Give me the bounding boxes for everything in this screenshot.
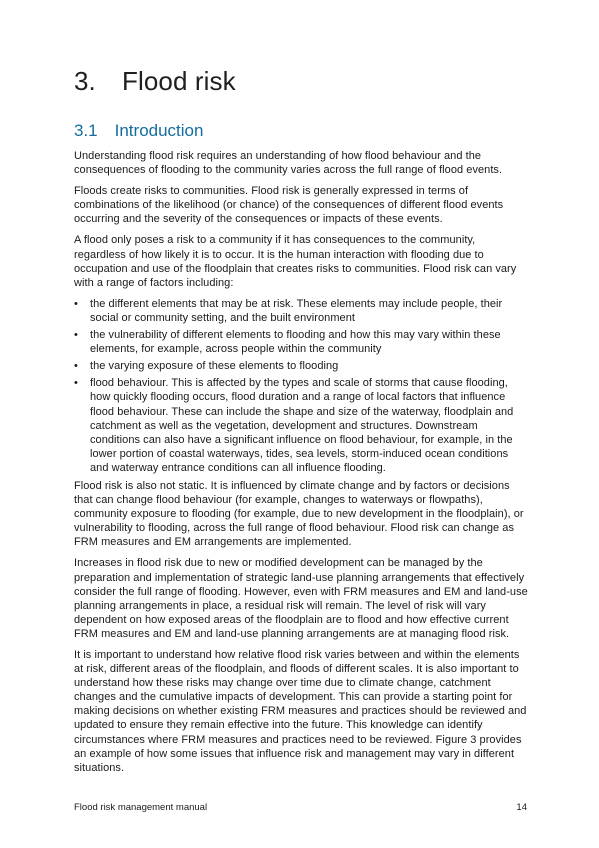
list-item-text: flood behaviour. This is affected by the types and scale of storms that cause flooding, how quickly flooding occurs, flood duration and a range of local factors that influence flood behaviour. These can include the shape and size of the waterway, floodplain and catchment as well as the vegetation, development and structures. Downstream conditions can also have a significant influence on flood behaviour, for example, in the lower portion of coastal waterways, tides, sea levels, storm-induced ocean conditions and waterway entrance conditions can all influence flooding. xyxy=(90,377,514,474)
footer-page-number: 14 xyxy=(516,802,527,813)
section-title: 3.1 Introduction xyxy=(74,121,204,140)
bullet-marker: • xyxy=(74,297,78,310)
list-item-text: the varying exposure of these elements to flooding xyxy=(90,360,339,373)
paragraph: Increases in flood risk due to new or modified development can be managed by the preparation and implementation of strategic land-use planning arrangements that effectively consider the full range of flooding. However, even with FRM measures and EM and land-use planning arrangements in place, a residual risk will remain. The level of risk will vary dependent on how exposed areas of the floodplain are to flood and how effective current FRM measures and EM and land-use planning arrangements are at managing flood risk. xyxy=(74,557,528,640)
page-content xyxy=(74,64,528,782)
chapter-title: 3. Flood risk xyxy=(74,66,236,96)
bullet-marker: • xyxy=(74,329,78,342)
list-item xyxy=(74,328,528,356)
list-item-text: the vulnerability of different elements to flooding and how this may vary within these elements, for example, across people within the community xyxy=(90,329,501,356)
factor-list xyxy=(74,297,528,475)
footer-document-title: Flood risk management manual xyxy=(74,802,208,813)
paragraph: Floods create risks to communities. Flood risk is generally expressed in terms of combinations of the likelihood (or chance) of the consequences of different flood events occurring and the severity of the consequences or impacts of these events. xyxy=(74,185,504,226)
list-item xyxy=(74,376,528,475)
list-item xyxy=(74,359,528,373)
list-item-text: the different elements that may be at risk. These elements may include people, their social or community setting, and the built environment xyxy=(90,297,503,324)
bullet-marker: • xyxy=(74,377,78,390)
paragraph: A flood only poses a risk to a community if it has consequences to the community, regardless of how likely it is to occur. It is the human interaction with flooding due to occupation and use of the floodplain that creates risks to communities. Flood risk can vary with a range of factors including: xyxy=(74,234,517,289)
paragraph: Flood risk is also not static. It is influenced by climate change and by factors or decisions that can change flood behaviour (for example, changes to waterways or flowpaths), community exposure to flooding (for example, due to new development in the floodplain), or vulnerability to flooding, across the full range of flood behaviour. Flood risk can change as FRM measures and EM arrangements are implemented. xyxy=(74,479,524,549)
paragraph: Understanding flood risk requires an understanding of how flood behaviour and the consequences of flooding to the community varies across the full range of flood events. xyxy=(74,150,503,177)
list-item xyxy=(74,297,528,325)
bullet-marker: • xyxy=(74,360,78,373)
paragraph: It is important to understand how relative flood risk varies between and within the elements at risk, different areas of the floodplain, and floods of different scales. It is also important to understand how these risks may change over time due to climate change, catchment changes and the cumulative impacts of development. This can provide a starting point for making decisions on whether existing FRM measures and practices should be reviewed and updated to ensure they remain effective into the future. This knowledge can identify circumstances where FRM measures and practices need to be reviewed. Figure 3 provides an example of how some issues that influence risk and management may vary in different situations. xyxy=(74,649,527,774)
